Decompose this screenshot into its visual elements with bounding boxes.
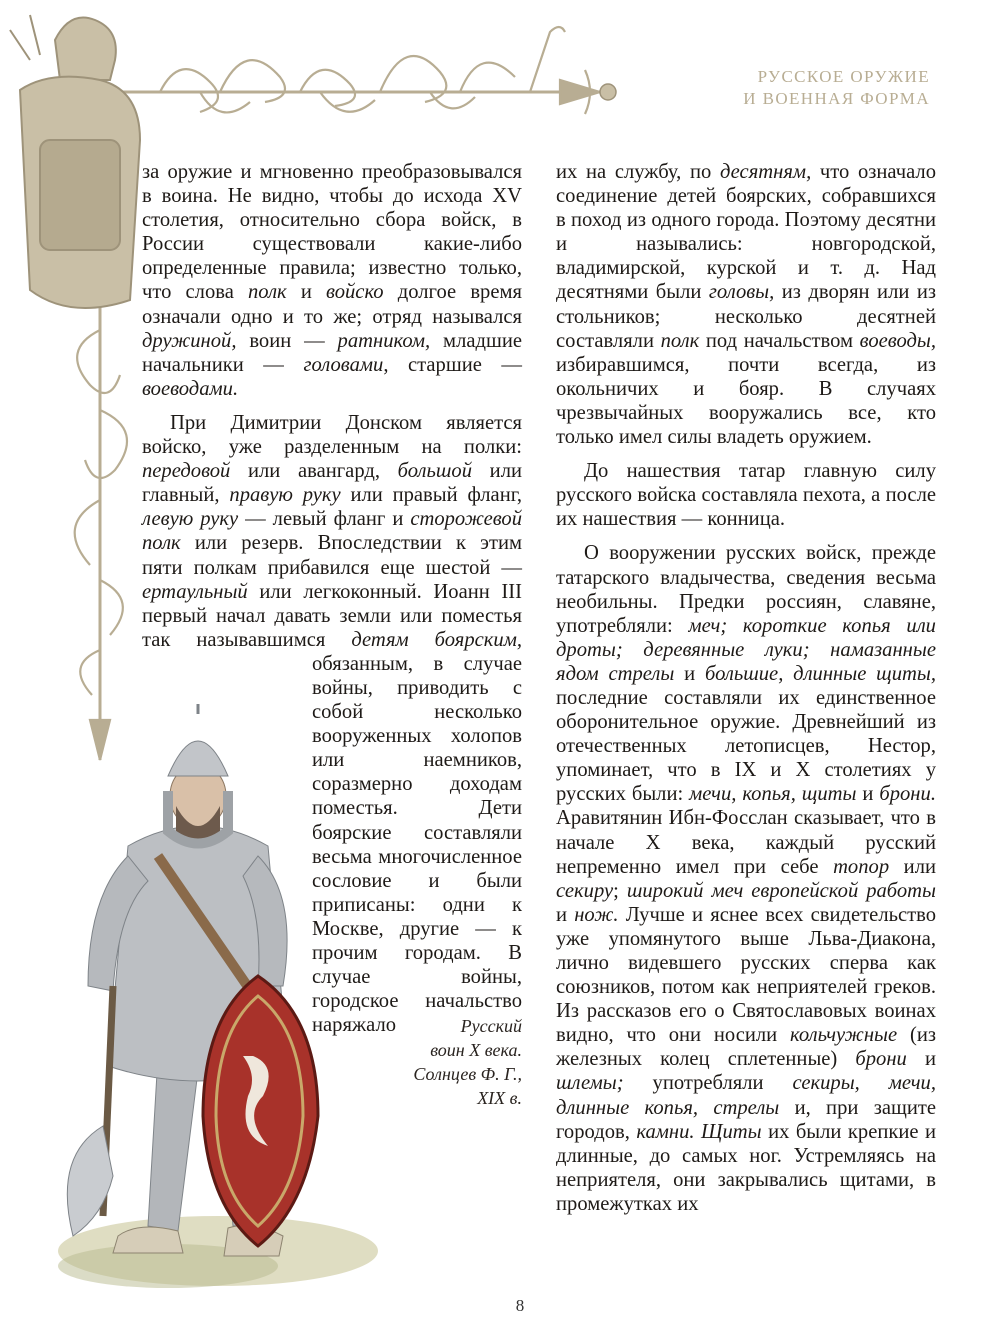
italic-term: шлемы; [556,1072,624,1095]
italic-term: топор [833,855,890,878]
italic-term: головами [303,353,384,376]
italic-term: воеводами. [142,377,239,400]
running-head-line2: И ВОЕННАЯ ФОРМА [743,89,930,108]
text-run: , старшие — [383,353,522,376]
italic-term: кольчужные [790,1024,898,1047]
page-number: 8 [515,1296,525,1315]
text-run: обязанным, в случае войны, приводить с собой несколько вооруженных холопов или наемников, соразмерно доходам поместья. Дети боярские составляли весьма многочисленное сословие и были приписаны: одни к Москве, другие — к прочим городам. В случае войны, городское начальство наряжало [312,652,522,1037]
warrior-illustration [48,696,378,1296]
text-run: При Димитрии Донском является войско, уже разделенным на полки: [142,411,522,459]
text-run: До нашествия татар главную силу русского войска составляла пехота, а после их нашествия — конница. [556,460,936,531]
caption-line3: Солнцев Ф. Г., [413,1064,522,1084]
caption-line2: воин X века. [430,1040,522,1060]
italic-term: широкий меч европейской работы [626,879,937,902]
text-run: долгое время означали одно и то же; отряд назывался [142,281,522,328]
italic-term: большой [397,460,473,483]
italic-term: передовой [142,460,231,483]
text-run: их были крепкие и длинные, до самых ног. Устремляясь на неприятеля, они закрывались щитами, в промежутках их [556,1120,936,1215]
text-run: и [856,783,880,806]
italic-term: десятням, [720,161,812,183]
italic-term: брони [855,1048,907,1071]
text-run: или главный, [142,460,522,507]
italic-term: воеводы, [859,329,936,352]
left-paragraph-1 [142,160,522,401]
text-run: — левый фланг и [238,508,411,531]
running-head [570,66,930,110]
italic-term: полк [660,329,700,352]
text-run: за оружие и мгновенно преобразовывался в воина. Не видно, чтобы до исхода XV столетия, относительно сбора войск, в России существовали какие-либо определенные правила; известно только, что слова [142,161,522,304]
right-paragraph-2 [556,459,936,531]
italic-term: дружиной, [142,329,237,352]
text-run: что означало соединение детей боярских, собравшихся в поход из одного города. Поэтому десятни и назывались: новгородской, владимирской, курской и т. д. Над десятнями были [556,161,937,304]
text-run: из дворян или из стольников; несколько десятней составляли [556,281,937,352]
text-run: их на службу, по [556,161,721,183]
text-run: Лучше и яснее всех свидетельство уже упомянутого выше Льва-Диакона, лично видевшего русских сперва как союзников, потом как неприятелей греков. Из рассказов его о Святославовых воинах видно, что они носили [556,903,937,1047]
italic-term: камни. [636,1120,695,1143]
italic-term: брони. [879,783,936,806]
illustration-caption [362,1014,522,1110]
text-run: и [906,1048,936,1071]
text-run: или резерв. Впоследствии к этим пяти полкам прибавился еще шестой — [142,532,522,579]
text-run: воин — [236,329,338,352]
italic-term: левую руку [142,508,239,531]
text-run: или авангард, [230,460,398,483]
right-paragraph-3 [556,541,936,1216]
caption-line4: XIX в. [477,1088,522,1108]
italic-term: меч; короткие копья или дроты; деревянные луки; намазанные ядом стрелы [556,614,936,685]
italic-term: правую руку [229,484,341,507]
text-run: последние составляли их единственное оборонительное оружие. Древнейший из отечественных летописцев, Нестор, упоминает, что в IX и X столетиях у русских были: [556,686,936,806]
italic-term: секиры, мечи, длинные копья, стрелы [556,1072,937,1119]
text-run: и [286,281,327,304]
text-run: и [556,903,575,926]
text-run: или правый фланг, [340,484,522,507]
text-run: ; [613,879,627,902]
text-run: и, при защите городов, [556,1096,936,1143]
text-run: или легкоконный. Иоанн III первый начал давать земли или поместья так называвшимся [142,580,522,651]
italic-term: мечи, копья, щиты [689,783,857,806]
italic-term: войско [326,281,384,304]
text-run: Аравитянин Ибн-Фосслан сказывает, что в начале X века, каждый русский непременно имел при себе [556,807,936,878]
text-run: младшие начальники — [142,329,522,376]
italic-term: Щиты [701,1120,762,1143]
text-run: (из железных колец сплетенные) [556,1024,936,1071]
italic-term: нож. [574,903,619,926]
italic-term: ратником, [337,329,431,352]
italic-term: сторожевой полк [142,508,522,555]
text-run: или [889,855,937,878]
italic-term: большие, длинные щиты, [704,662,936,685]
italic-term: головы, [708,281,775,304]
text-run: избиравшимся, почти всегда, из окольничих и бояр. В случаях чрезвычайных вооружались все, кто только имел силы владеть оружием. [556,353,936,449]
italic-term: секиру [556,879,614,902]
italic-term: ертаульный [142,580,248,603]
text-run: употребляли [623,1072,793,1095]
text-run: под начальством [699,329,860,352]
right-column [556,160,936,1216]
text-run: и [674,662,705,685]
italic-term: полк [248,281,287,304]
caption-line1: Русский [460,1016,522,1036]
text-run: О вооружении русских войск, прежде татарского владычества, сведения весьма необильны. Предки россиян, славяне, употребляли: [556,542,936,637]
italic-term: детям боярским, [351,628,522,651]
running-head-line1: РУССКОЕ ОРУЖИЕ [757,67,930,86]
right-paragraph-1 [556,160,936,449]
